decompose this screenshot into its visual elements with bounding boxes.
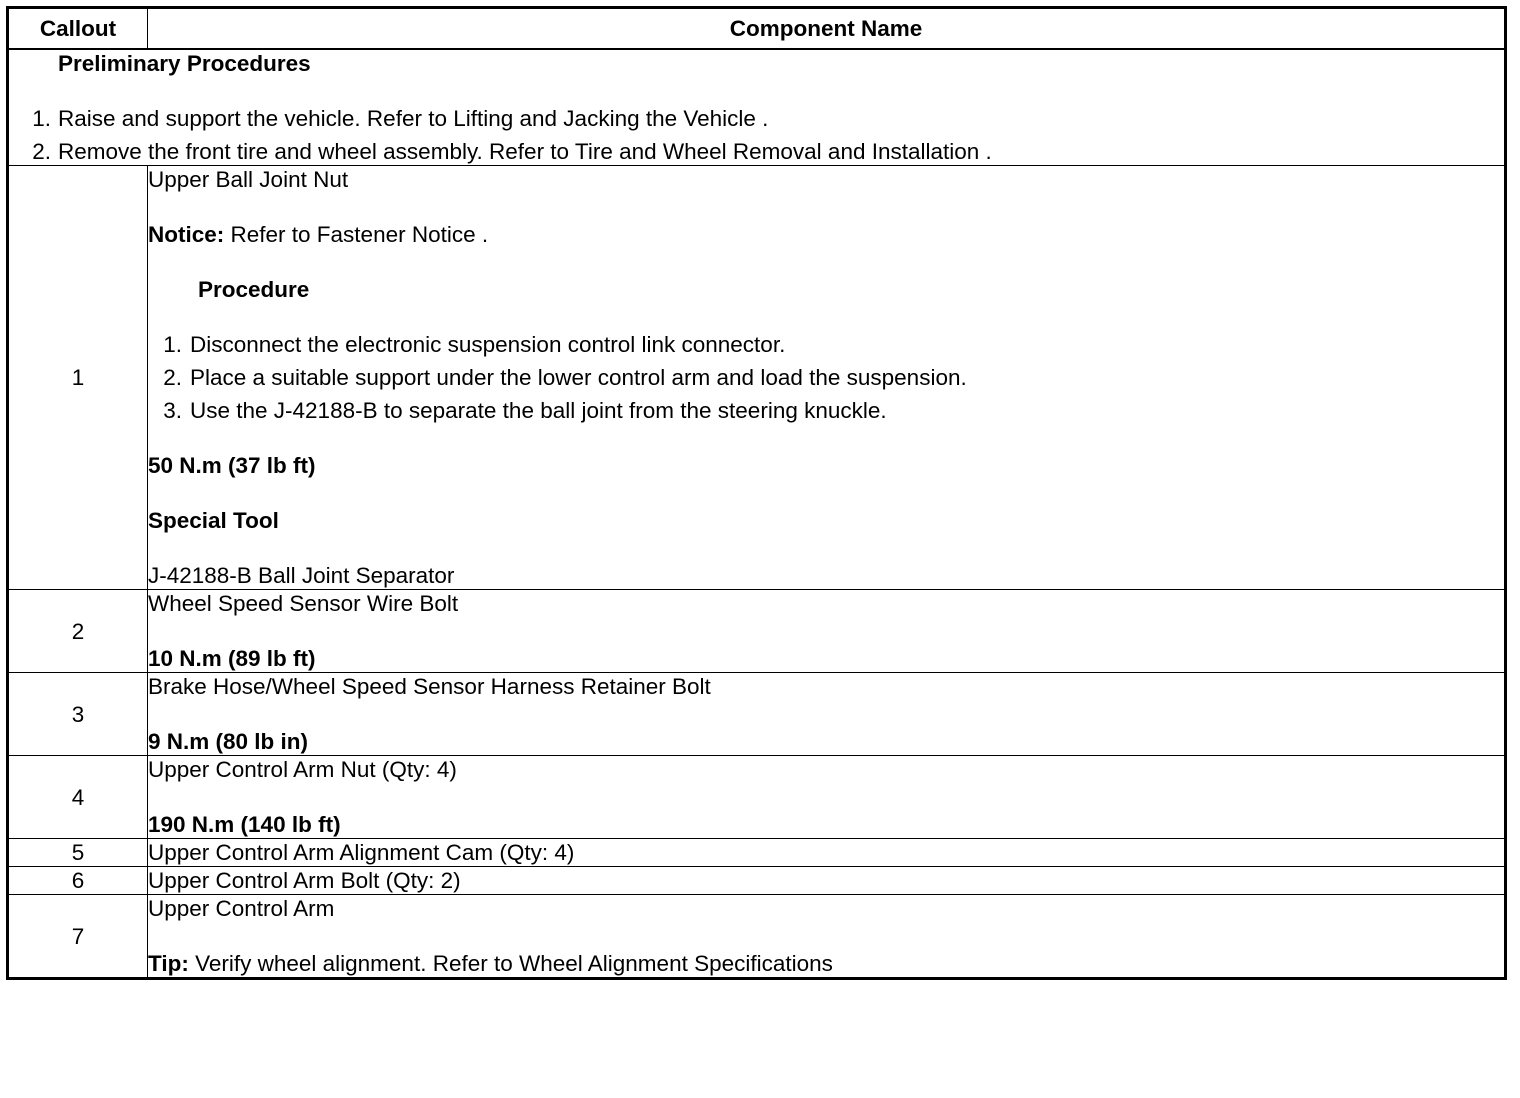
table-row	[8, 590, 1506, 673]
list-item	[148, 364, 1504, 397]
component-name: Upper Control Arm Nut (Qty: 4)	[148, 757, 457, 782]
table-row	[8, 673, 1506, 756]
component-cell	[148, 756, 1506, 839]
list-item	[9, 138, 1504, 165]
callout-cell: 3	[8, 673, 148, 756]
special-tool: J-42188-B Ball Joint Separator	[148, 563, 455, 588]
tip	[148, 950, 1504, 977]
component-name: Upper Control Arm Alignment Cam (Qty: 4)	[148, 840, 575, 865]
table-row	[8, 166, 1506, 590]
step-number: 1.	[163, 332, 182, 357]
notice-label: Notice:	[148, 222, 225, 247]
component-name: Upper Control Arm Bolt (Qty: 2)	[148, 868, 461, 893]
callout-cell: 2	[8, 590, 148, 673]
component-cell	[148, 839, 1506, 867]
step-number: 2.	[32, 139, 51, 164]
preliminary-steps	[9, 105, 1504, 165]
component-name: Wheel Speed Sensor Wire Bolt	[148, 591, 459, 616]
notice	[148, 221, 1504, 248]
torque-spec: 190 N.m (140 lb ft)	[148, 812, 341, 837]
callout-cell: 5	[8, 839, 148, 867]
table-row	[8, 895, 1506, 979]
torque-spec: 50 N.m (37 lb ft)	[148, 453, 316, 478]
callout-cell: 4	[8, 756, 148, 839]
table-row	[8, 867, 1506, 895]
step-text: Remove the front tire and wheel assembly. Refer to Tire and Wheel Removal and Installation .	[58, 139, 992, 164]
header-component-name: Component Name	[148, 8, 1506, 50]
preliminary-title: Preliminary Procedures	[58, 51, 311, 76]
preliminary-cell	[8, 49, 1506, 166]
tip-text: Verify wheel alignment. Refer to Wheel Alignment Specifications	[188, 951, 833, 976]
callout-cell: 7	[8, 895, 148, 979]
list-item	[9, 105, 1504, 138]
header-callout: Callout	[8, 8, 148, 50]
torque-spec: 10 N.m (89 lb ft)	[148, 646, 316, 671]
preliminary-row	[8, 49, 1506, 166]
step-text: Use the J-42188-B to separate the ball joint from the steering knuckle.	[190, 398, 887, 423]
header-row	[8, 8, 1506, 50]
callout-cell: 6	[8, 867, 148, 895]
component-name: Upper Control Arm	[148, 896, 335, 921]
step-number: 1.	[32, 106, 51, 131]
list-item	[148, 331, 1504, 364]
step-text: Disconnect the electronic suspension control link connector.	[190, 332, 786, 357]
tip-label: Tip:	[148, 951, 189, 976]
component-name: Upper Ball Joint Nut	[148, 167, 349, 192]
torque-spec: 9 N.m (80 lb in)	[148, 729, 309, 754]
callout-cell: 1	[8, 166, 148, 590]
step-text: Place a suitable support under the lower control arm and load the suspension.	[190, 365, 967, 390]
table-row	[8, 756, 1506, 839]
component-table	[6, 6, 1507, 980]
component-cell	[148, 867, 1506, 895]
table-row	[8, 839, 1506, 867]
step-number: 2.	[163, 365, 182, 390]
list-item	[148, 397, 1504, 424]
component-cell	[148, 895, 1506, 979]
step-text: Raise and support the vehicle. Refer to Lifting and Jacking the Vehicle .	[58, 106, 769, 131]
component-cell	[148, 166, 1506, 590]
component-name: Brake Hose/Wheel Speed Sensor Harness Retainer Bolt	[148, 674, 711, 699]
procedure-title: Procedure	[198, 277, 310, 302]
step-number: 3.	[163, 398, 182, 423]
procedure-steps	[148, 331, 1504, 424]
special-tool-label: Special Tool	[148, 508, 279, 533]
component-cell	[148, 590, 1506, 673]
notice-text: Refer to Fastener Notice .	[224, 222, 489, 247]
component-cell	[148, 673, 1506, 756]
